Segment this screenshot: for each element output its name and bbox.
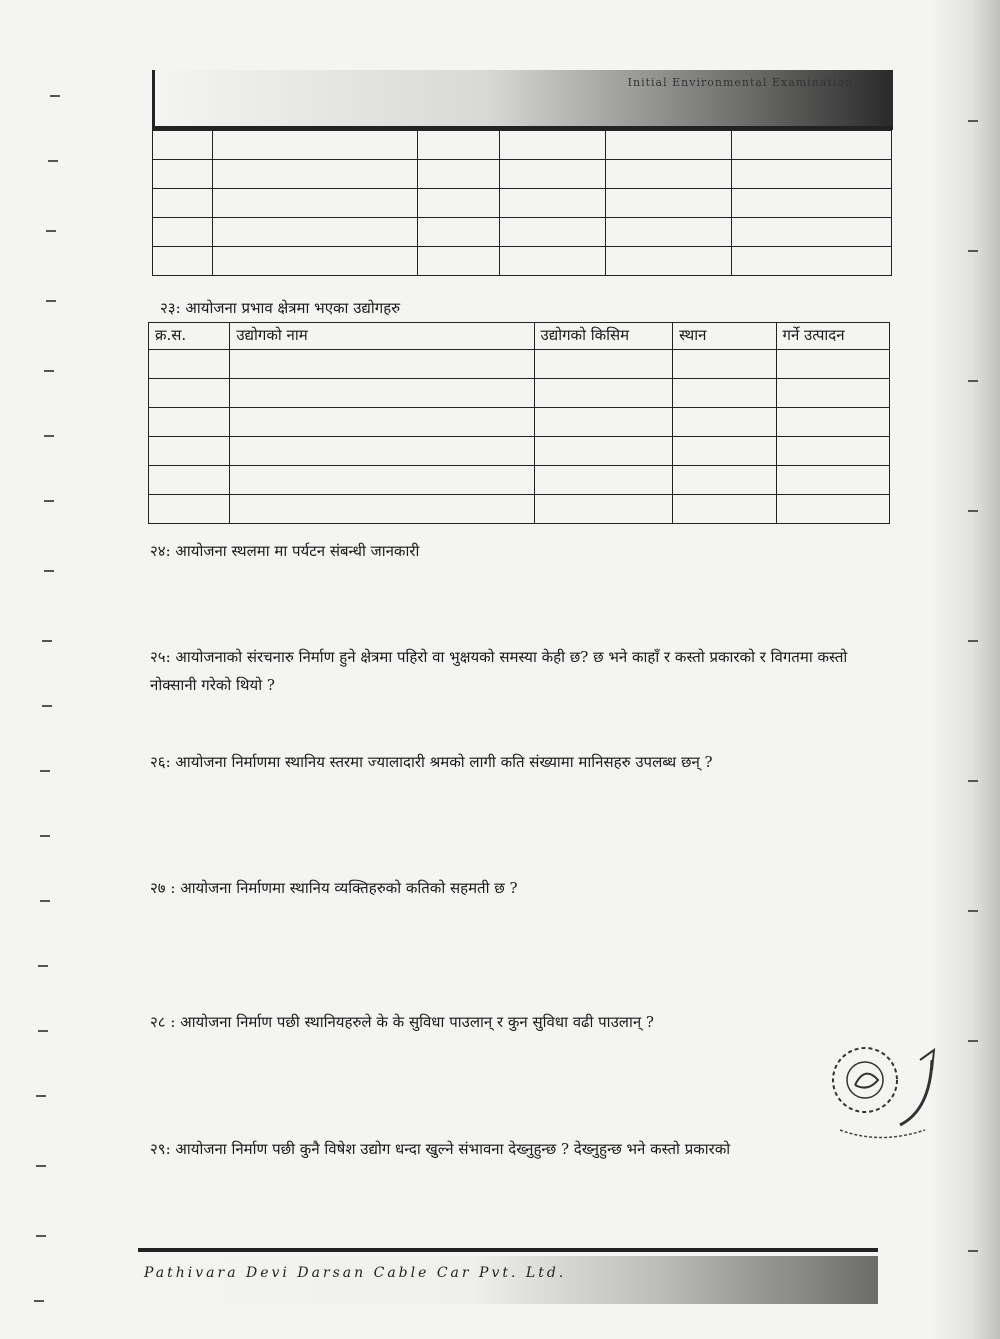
col-production-header: गर्ने उत्पादन — [776, 323, 890, 350]
industries-table-row — [149, 408, 890, 437]
top-table-cell — [153, 160, 213, 189]
industries-table-cell — [776, 350, 890, 379]
top-table-cell — [212, 218, 417, 247]
industries-table-cell — [534, 408, 673, 437]
top-table-cell — [417, 189, 499, 218]
top-table-cell — [605, 131, 731, 160]
top-table-cell — [212, 189, 417, 218]
top-table-cell — [212, 247, 417, 276]
industries-table-cell — [149, 495, 230, 524]
industries-table-cell — [673, 350, 776, 379]
top-table-cell — [731, 218, 891, 247]
top-table-cell — [499, 247, 605, 276]
industries-header-row — [149, 323, 890, 350]
top-table-row — [153, 160, 892, 189]
top-table-cell — [153, 189, 213, 218]
industries-table-cell — [673, 437, 776, 466]
question-25: २५: आयोजनाको संरचनारु निर्माण हुने क्षेत्रमा पहिरो वा भुक्षयको समस्या केही छ? छ भने काहाँ र कस्तो प्रकारको र विगतमा कस्तो नोक्सानी गरेको थियो ? — [150, 648, 848, 694]
top-continuation-table — [152, 130, 892, 276]
industries-table-cell — [776, 379, 890, 408]
top-table-row — [153, 189, 892, 218]
top-table-cell — [731, 189, 891, 218]
industries-table-cell — [776, 408, 890, 437]
industries-table-cell — [776, 437, 890, 466]
top-table-cell — [212, 160, 417, 189]
top-table-cell — [605, 218, 731, 247]
top-table-cell — [153, 247, 213, 276]
industries-table-cell — [673, 466, 776, 495]
question-27: २७ : आयोजना निर्माणमा स्थानिय व्यक्तिहरुको कतिको सहमती छ ? — [150, 879, 518, 897]
question-29: २९: आयोजना निर्माण पछी कुनै विषेश उद्योग धन्दा खुल्ने संभावना देख्नुहुन्छ ? देख्नुहुन्छ भने कस्तो प्रकारको — [150, 1140, 731, 1158]
industries-table-cell — [673, 495, 776, 524]
top-table-cell — [605, 247, 731, 276]
top-table-cell — [731, 131, 891, 160]
top-table-cell — [499, 189, 605, 218]
industries-table-cell — [534, 379, 673, 408]
industries-table-cell — [230, 379, 534, 408]
top-table-cell — [153, 218, 213, 247]
col-industry-type-header: उद्योगको किसिम — [534, 323, 673, 350]
header-band — [152, 70, 893, 130]
footer-company-name: Pathivara Devi Darsan Cable Car Pvt. Ltd. — [144, 1265, 567, 1281]
top-table-cell — [499, 218, 605, 247]
top-table-cell — [417, 218, 499, 247]
top-table-cell — [499, 160, 605, 189]
col-industry-name-header: उद्योगको नाम — [230, 323, 534, 350]
top-table-cell — [605, 189, 731, 218]
question-24: २४: आयोजना स्थलमा मा पर्यटन संबन्धी जानकारी — [150, 542, 420, 560]
col-sn-header: क्र.स. — [149, 323, 230, 350]
industries-table-row — [149, 495, 890, 524]
question-28: २८ : आयोजना निर्माण पछी स्थानियहरुले के के सुविधा पाउलान् र कुन सुविधा वढी पाउलान् ? — [150, 1013, 654, 1031]
industries-table-cell — [776, 495, 890, 524]
industries-table-cell — [149, 408, 230, 437]
top-table-row — [153, 131, 892, 160]
top-table-cell — [731, 160, 891, 189]
top-table-cell — [153, 131, 213, 160]
company-seal-stamp — [820, 1030, 940, 1150]
top-table-cell — [417, 247, 499, 276]
industries-table-cell — [230, 495, 534, 524]
top-table-cell — [731, 247, 891, 276]
industries-table-row — [149, 379, 890, 408]
industries-table — [148, 322, 890, 524]
industries-table-cell — [534, 466, 673, 495]
top-table-cell — [605, 160, 731, 189]
question-26: २६: आयोजना निर्माणमा स्थानिय स्तरमा ज्यालादारी श्रमको लागी कति संख्यामा मानिसहरु उपलब्ध छन् ? — [150, 753, 713, 771]
footer-rule — [138, 1248, 878, 1252]
industries-table-row — [149, 437, 890, 466]
header-text: Initial Environmental Examination — [627, 76, 853, 89]
industries-table-cell — [149, 379, 230, 408]
industries-table-row — [149, 350, 890, 379]
page-curl-shadow — [930, 0, 1000, 1339]
top-table-row — [153, 247, 892, 276]
industries-table-cell — [230, 466, 534, 495]
industries-table-cell — [534, 437, 673, 466]
top-table-row — [153, 218, 892, 247]
section-23-title: २३: आयोजना प्रभाव क्षेत्रमा भएका उद्योगहरु — [160, 299, 401, 317]
industries-table-cell — [534, 495, 673, 524]
industries-table-cell — [776, 466, 890, 495]
industries-table-cell — [149, 437, 230, 466]
industries-table-cell — [230, 437, 534, 466]
industries-table-cell — [673, 379, 776, 408]
top-table-cell — [417, 160, 499, 189]
industries-table-cell — [149, 350, 230, 379]
col-location-header: स्थान — [673, 323, 776, 350]
top-table-cell — [417, 131, 499, 160]
industries-table-cell — [230, 350, 534, 379]
industries-table-cell — [673, 408, 776, 437]
industries-table-cell — [149, 466, 230, 495]
top-table-cell — [212, 131, 417, 160]
industries-table-row — [149, 466, 890, 495]
top-table-cell — [499, 131, 605, 160]
industries-table-cell — [230, 408, 534, 437]
industries-table-cell — [534, 350, 673, 379]
